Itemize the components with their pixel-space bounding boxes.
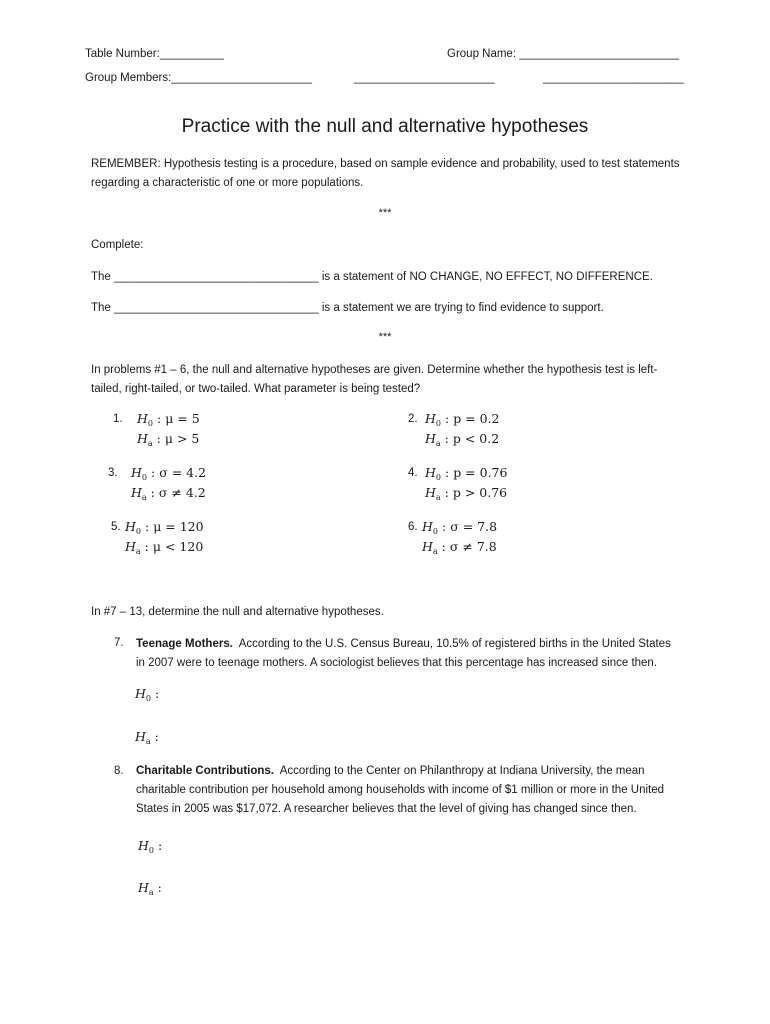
fill-in-null-statement: The ________________________________ is a statement of NO CHANGE, NO EFFECT, NO DIFFERENCE. xyxy=(91,271,653,283)
problem-2-number: 2. xyxy=(408,413,418,425)
problem-5-alt: $H_a$ : μ < 120 xyxy=(125,539,204,556)
problem-6-number: 6. xyxy=(408,521,418,533)
problem-5-null: $H_0$ : μ = 120 xyxy=(125,519,204,536)
question-7-number: 7. xyxy=(114,637,124,649)
question-8-number: 8. xyxy=(114,765,124,777)
question-7-null-answer: $H_0$ : xyxy=(135,686,160,703)
question-8-alt-answer: $H_a$ : xyxy=(138,880,162,897)
problem-6-null: $H_0$ : σ = 7.8 xyxy=(422,519,498,536)
problem-2-null: $H_0$ : p = 0.2 xyxy=(425,411,500,428)
group-member-blank-2: ______________________ xyxy=(354,72,495,84)
group-members-field: Group Members:______________________ xyxy=(85,72,312,84)
question-8-null-answer: $H_0$ : xyxy=(138,838,163,855)
problem-3-alt: $H_a$ : σ ≠ 4.2 xyxy=(131,485,206,502)
separator-1: *** xyxy=(378,207,392,219)
question-8-text xyxy=(136,762,681,819)
problem-4-number: 4. xyxy=(408,467,418,479)
problem-1-null: $H_0$ : μ = 5 xyxy=(137,411,200,428)
question-7-heading: Teenage Mothers. xyxy=(136,638,233,650)
fill-in-alternative-statement: The ________________________________ is a statement we are trying to find evidence to support. xyxy=(91,302,604,314)
problem-1-number: 1. xyxy=(113,413,123,425)
question-7-text xyxy=(136,635,681,673)
problem-6-alt: $H_a$ : σ ≠ 7.8 xyxy=(422,539,497,556)
problem-2-alt: $H_a$ : p < 0.2 xyxy=(425,431,500,448)
question-7-alt-answer: $H_a$ : xyxy=(135,729,159,746)
complete-label: Complete: xyxy=(91,239,144,251)
question-7-body: According to the U.S. Census Bureau, 10.5% of registered births in the United States in 2007 were to teenage mothers. A sociologist believes that this percentage has increased since then. xyxy=(136,638,671,669)
group-member-blank-3: ______________________ xyxy=(543,72,684,84)
table-number-field: Table Number:__________ xyxy=(85,48,224,60)
problem-4-alt: $H_a$ : p > 0.76 xyxy=(425,485,508,502)
problem-3-null: $H_0$ : σ = 4.2 xyxy=(131,465,207,482)
intro-problems-7-13: In #7 – 13, determine the null and alternative hypotheses. xyxy=(91,606,384,618)
separator-2: *** xyxy=(378,331,392,343)
group-name-field: Group Name: _________________________ xyxy=(447,48,680,60)
problem-1-alt: $H_a$ : μ > 5 xyxy=(137,431,200,448)
problem-4-null: $H_0$ : p = 0.76 xyxy=(425,465,508,482)
intro-problems-1-6: In problems #1 – 6, the null and alternative hypotheses are given. Determine whether the hypothesis test is left-tailed, right-tailed, or two-tailed. What parameter is being tested? xyxy=(91,364,658,395)
page-title: Practice with the null and alternative hypotheses xyxy=(181,116,589,137)
remember-paragraph: REMEMBER: Hypothesis testing is a procedure, based on sample evidence and probability, used to test statements regarding a characteristic of one or more populations. xyxy=(91,158,680,189)
problem-5-number: 5. xyxy=(111,521,121,533)
question-8-body: According to the Center on Philanthropy at Indiana University, the mean charitable contribution per household among households with income of $1 million or more in the United States in 2005 was $17,072. A researcher believes that the level of giving has changed since then. xyxy=(136,765,665,815)
problem-3-number: 3. xyxy=(108,467,118,479)
question-8-heading: Charitable Contributions. xyxy=(136,765,274,777)
